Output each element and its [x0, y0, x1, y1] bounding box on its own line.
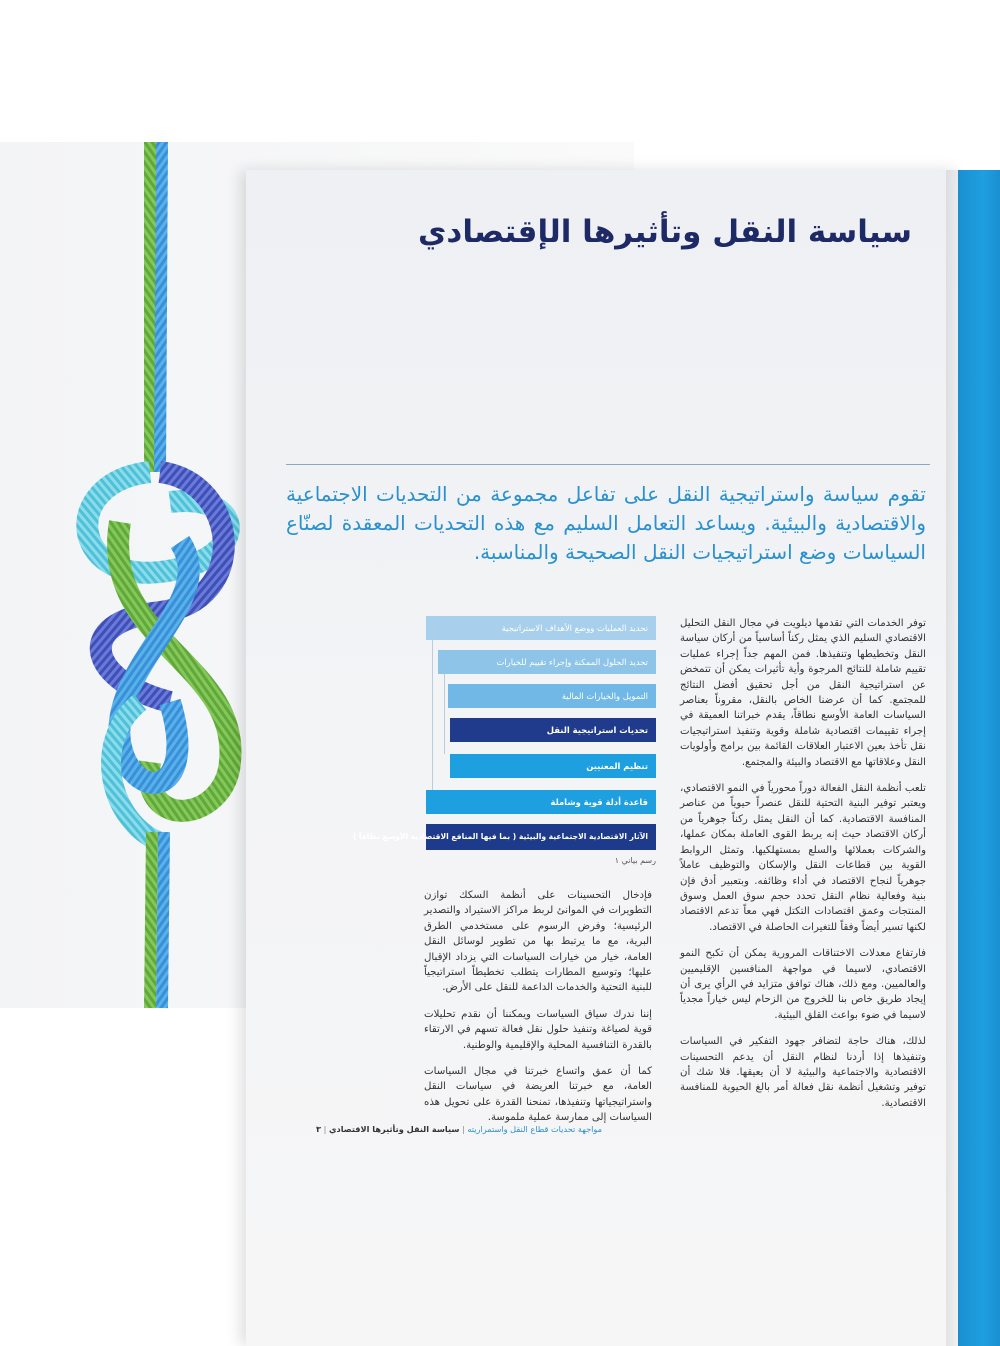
diagram-connector — [432, 640, 433, 790]
body-paragraph: فإدخال التحسينات على أنظمة السكك توازن التطويرات في الموانئ لربط مراكز الاستيراد والتصدير الرئيسية؛ وفرض الرسوم على مستخدمي الطرق البرية، مع ما يرتبط بها من تطوير لوسائل النقل العامة، خيار من خيارات السياسات التي يزداد الإقبال عليها؛ وتوسيع المطارات يتطلب تخطيطاً استراتيجياً للبنية التحتية والخدمات الداعمة للنقل على الأرض. — [424, 890, 652, 994]
page-footer — [316, 1124, 696, 1134]
diagram-step-highlight: تحديات استراتيجية النقل — [450, 718, 656, 742]
diagram-step: تحديد الحلول الممكنة وإجراء تقييم للخيارات — [438, 650, 656, 674]
footer-chapter-title: سياسة النقل وتأثيرها الاقتصادي — [328, 1124, 460, 1134]
body-column-left — [424, 888, 652, 1137]
footer-separator: | — [462, 1124, 465, 1134]
body-paragraph: فارتفاع معدلات الاختناقات المرورية يمكن أن تكبح النمو الاقتصادي، لاسيما في مواجهة المنافسين الإقليميين والعالميين. ومع ذلك، هناك توافق متزايد في الرأي يرى أن إيجاد طريق خاص بنا للخروج من الزحام ليس خياراً مجدياً لاسيما في ضوء بواعث القلق البيئية. — [680, 948, 926, 1021]
page-title: سياسة النقل وتأثيرها الإقتصادي — [418, 214, 912, 250]
brochure-page — [246, 170, 960, 1346]
body-paragraph: كما أن عمق واتساع خبرتنا في مجال السياسات العامة، مع خبرتنا العريضة في سياسات النقل واستراتيجياتها وتنفيذها، تمنحنا القدرة على تحويل هذه السياسات إلى ممارسة عملية ملموسة. — [424, 1066, 652, 1124]
body-paragraph: لذلك، هناك حاجة لتضافر جهود التفكير في السياسات وتنفيذها إذا أردنا لنظام النقل أن يدعم التحسينات الاقتصادية والاجتماعية والبيئية لا أن يعيقها. فلا شك أن توفير وتشغيل أنظمة نقل فعالة أمر بالغ الحيوية للمنافسة الاقتصادية. — [680, 1036, 926, 1109]
figure-caption: رسم بياني ١ — [614, 856, 656, 865]
strategy-diagram — [352, 616, 656, 850]
footer-separator: | — [323, 1124, 327, 1134]
diagram-base: الآثار الاقتصادية الاجتماعية والبيئية ( بما فيها المنافع الاقتصادية الأوسع نطاقاً ) — [426, 824, 656, 850]
intro-paragraph: تقوم سياسة واستراتيجية النقل على تفاعل مجموعة من التحديات الاجتماعية والاقتصادية والبيئية. ويساعد التعامل السليم مع هذه التحديات المعقدة لصنّاع السياسات وضع استراتيجيات النقل الصحيحة والمناسبة. — [286, 482, 926, 564]
body-paragraph: توفر الخدمات التي تقدمها ديلويت في مجال النقل التحليل الاقتصادي السليم الذي يمثل ركناً أساسياً من أركان سياسة النقل وتخطيطها وتنفيذها. فمن المهم جداً إجراء عمليات تقييم شاملة للنتائج المرجوة وأية تأثيرات يمكن أن تتمخض عن استراتيجية النقل من أجل تحقيق أفضل النتائج للمجتمع. كما أن عرضنا الخاص بالنقل، مقروناً بعناصر السياسات العامة الأوسع نطاقاً، يقدم خبراتنا العميقة في إجراء تقييمات اقتصادية شاملة وقوية وتنفيذ استراتيجيات نقل تأخذ بعين الاعتبار العلاقات القائمة بين برامج وأولويات النقل وعلاقاتها مع الاقتصاد والبيئة والمجتمع. — [680, 618, 926, 768]
diagram-step: التمويل والخيارات المالية — [448, 684, 656, 708]
diagram-connector — [444, 674, 445, 754]
footer-section-title: مواجهة تحديات قطاع النقل واستمراريته — [467, 1124, 603, 1134]
body-paragraph: تلعب أنظمة النقل الفعالة دوراً محورياً في النمو الاقتصادي، ويعتبر توفير البنية التحتية للنقل عنصراً حيوياً من عناصر المنافسة الاقتصادية. كما أن النقل يمثل ركناً جوهرياً من أركان الاقتصاد حيث إنه يربط القوى العاملة بمكان عملها، والشركات بعملائها والسلع بمستهلكيها. وتمثل الروابط القوية بين قطاعات النقل والإسكان والتوظيف عاملاً جوهرياً لنجاح الاقتصاد في أداء وظائفه. وبتعبير أدق فإن بنية وفعالية نظام النقل تحدد حجم سوق العمل وسوق المنتجات وعمق اقتصادات التكتل فهي معاً تدعم الاقتصاد لكنها تسير أيضاً وفقاً للتغيرات الحاصلة في الاقتصاد. — [680, 783, 926, 933]
body-paragraph: إننا ندرك سياق السياسات ويمكننا أن نقدم تحليلات قوية لصياغة وتنفيذ حلول نقل فعالة تسهم في الارتقاء بالقدرة التنافسية المحلية والإقليمية والوطنية. — [424, 1008, 652, 1051]
body-column-right — [680, 616, 926, 1122]
blue-cover-edge — [958, 170, 1000, 1346]
divider-rule — [286, 464, 930, 465]
diagram-step: تنظيم المعنيين — [450, 754, 656, 778]
diagram-step: تحديد العمليات ووضع الأهداف الاستراتيجية — [426, 616, 656, 640]
diagram-step: قاعدة أدلة قوية وشاملة — [426, 790, 656, 814]
page-number: ٣ — [316, 1124, 321, 1134]
